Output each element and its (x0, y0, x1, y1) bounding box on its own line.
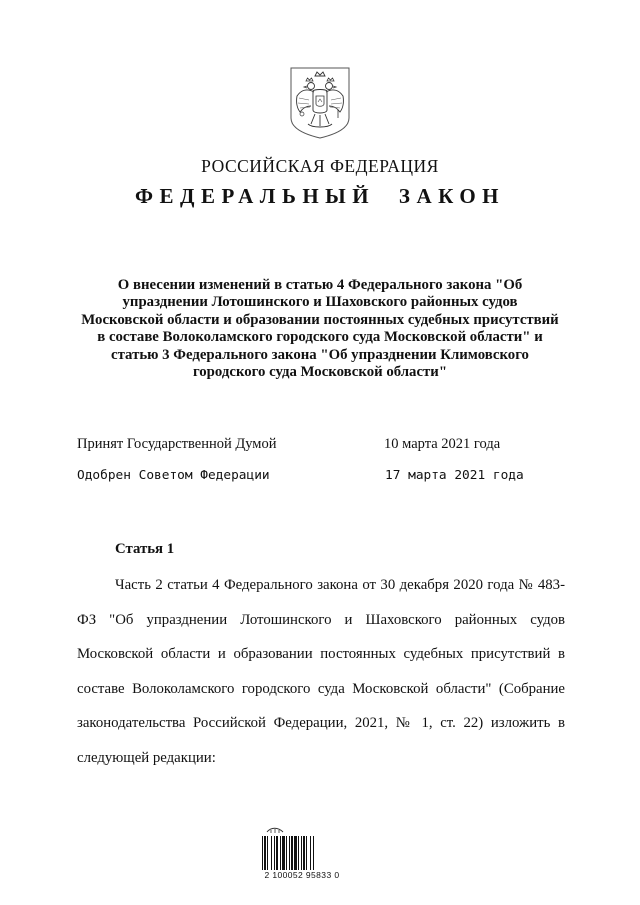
duma-adoption-label: Принят Государственной Думой (77, 436, 277, 452)
registration-mark-icon (265, 826, 285, 834)
council-approval-date: 17 марта 2021 года (385, 468, 524, 483)
council-approval-label: Одобрен Советом Федерации (77, 468, 270, 483)
council-approval-row (77, 468, 537, 488)
article-heading: Статья 1 (115, 541, 175, 557)
state-name: РОССИЙСКАЯ ФЕДЕРАЦИЯ (201, 156, 439, 176)
article-body (77, 568, 565, 775)
barcode-icon (262, 836, 342, 870)
duma-adoption-date: 10 марта 2021 года (384, 436, 501, 452)
barcode (257, 826, 347, 882)
duma-adoption-row (77, 436, 537, 456)
article-body-text: Часть 2 статьи 4 Федерального закона от 30 декабря 2020 года № 483-ФЗ "Об упразднении Лотошинского и Шаховского районных судов Московской области и образовании постоянных судебных присутствий в составе Волоколамского городского суда Московской области" (Собрание законодательства Российской Федерации, 2021, № 1, ст. 22) изложить в следующей редакции: (77, 577, 565, 766)
barcode-number: 2 100052 95833 0 (264, 870, 340, 880)
law-title: О внесении изменений в статью 4 Федерального закона "Об упразднении Лотошинского и Шаховского районных судов Московской области и образовании постоянных судебных присутствий в составе Волоколамского городского суда Московской области" и статью 3 Федерального закона "Об упразднении Климовского городского суда Московской области" (81, 277, 559, 381)
document-type-heading: ФЕДЕРАЛЬНЫЙ ЗАКОН (135, 184, 505, 208)
coat-of-arms-icon (287, 66, 353, 140)
